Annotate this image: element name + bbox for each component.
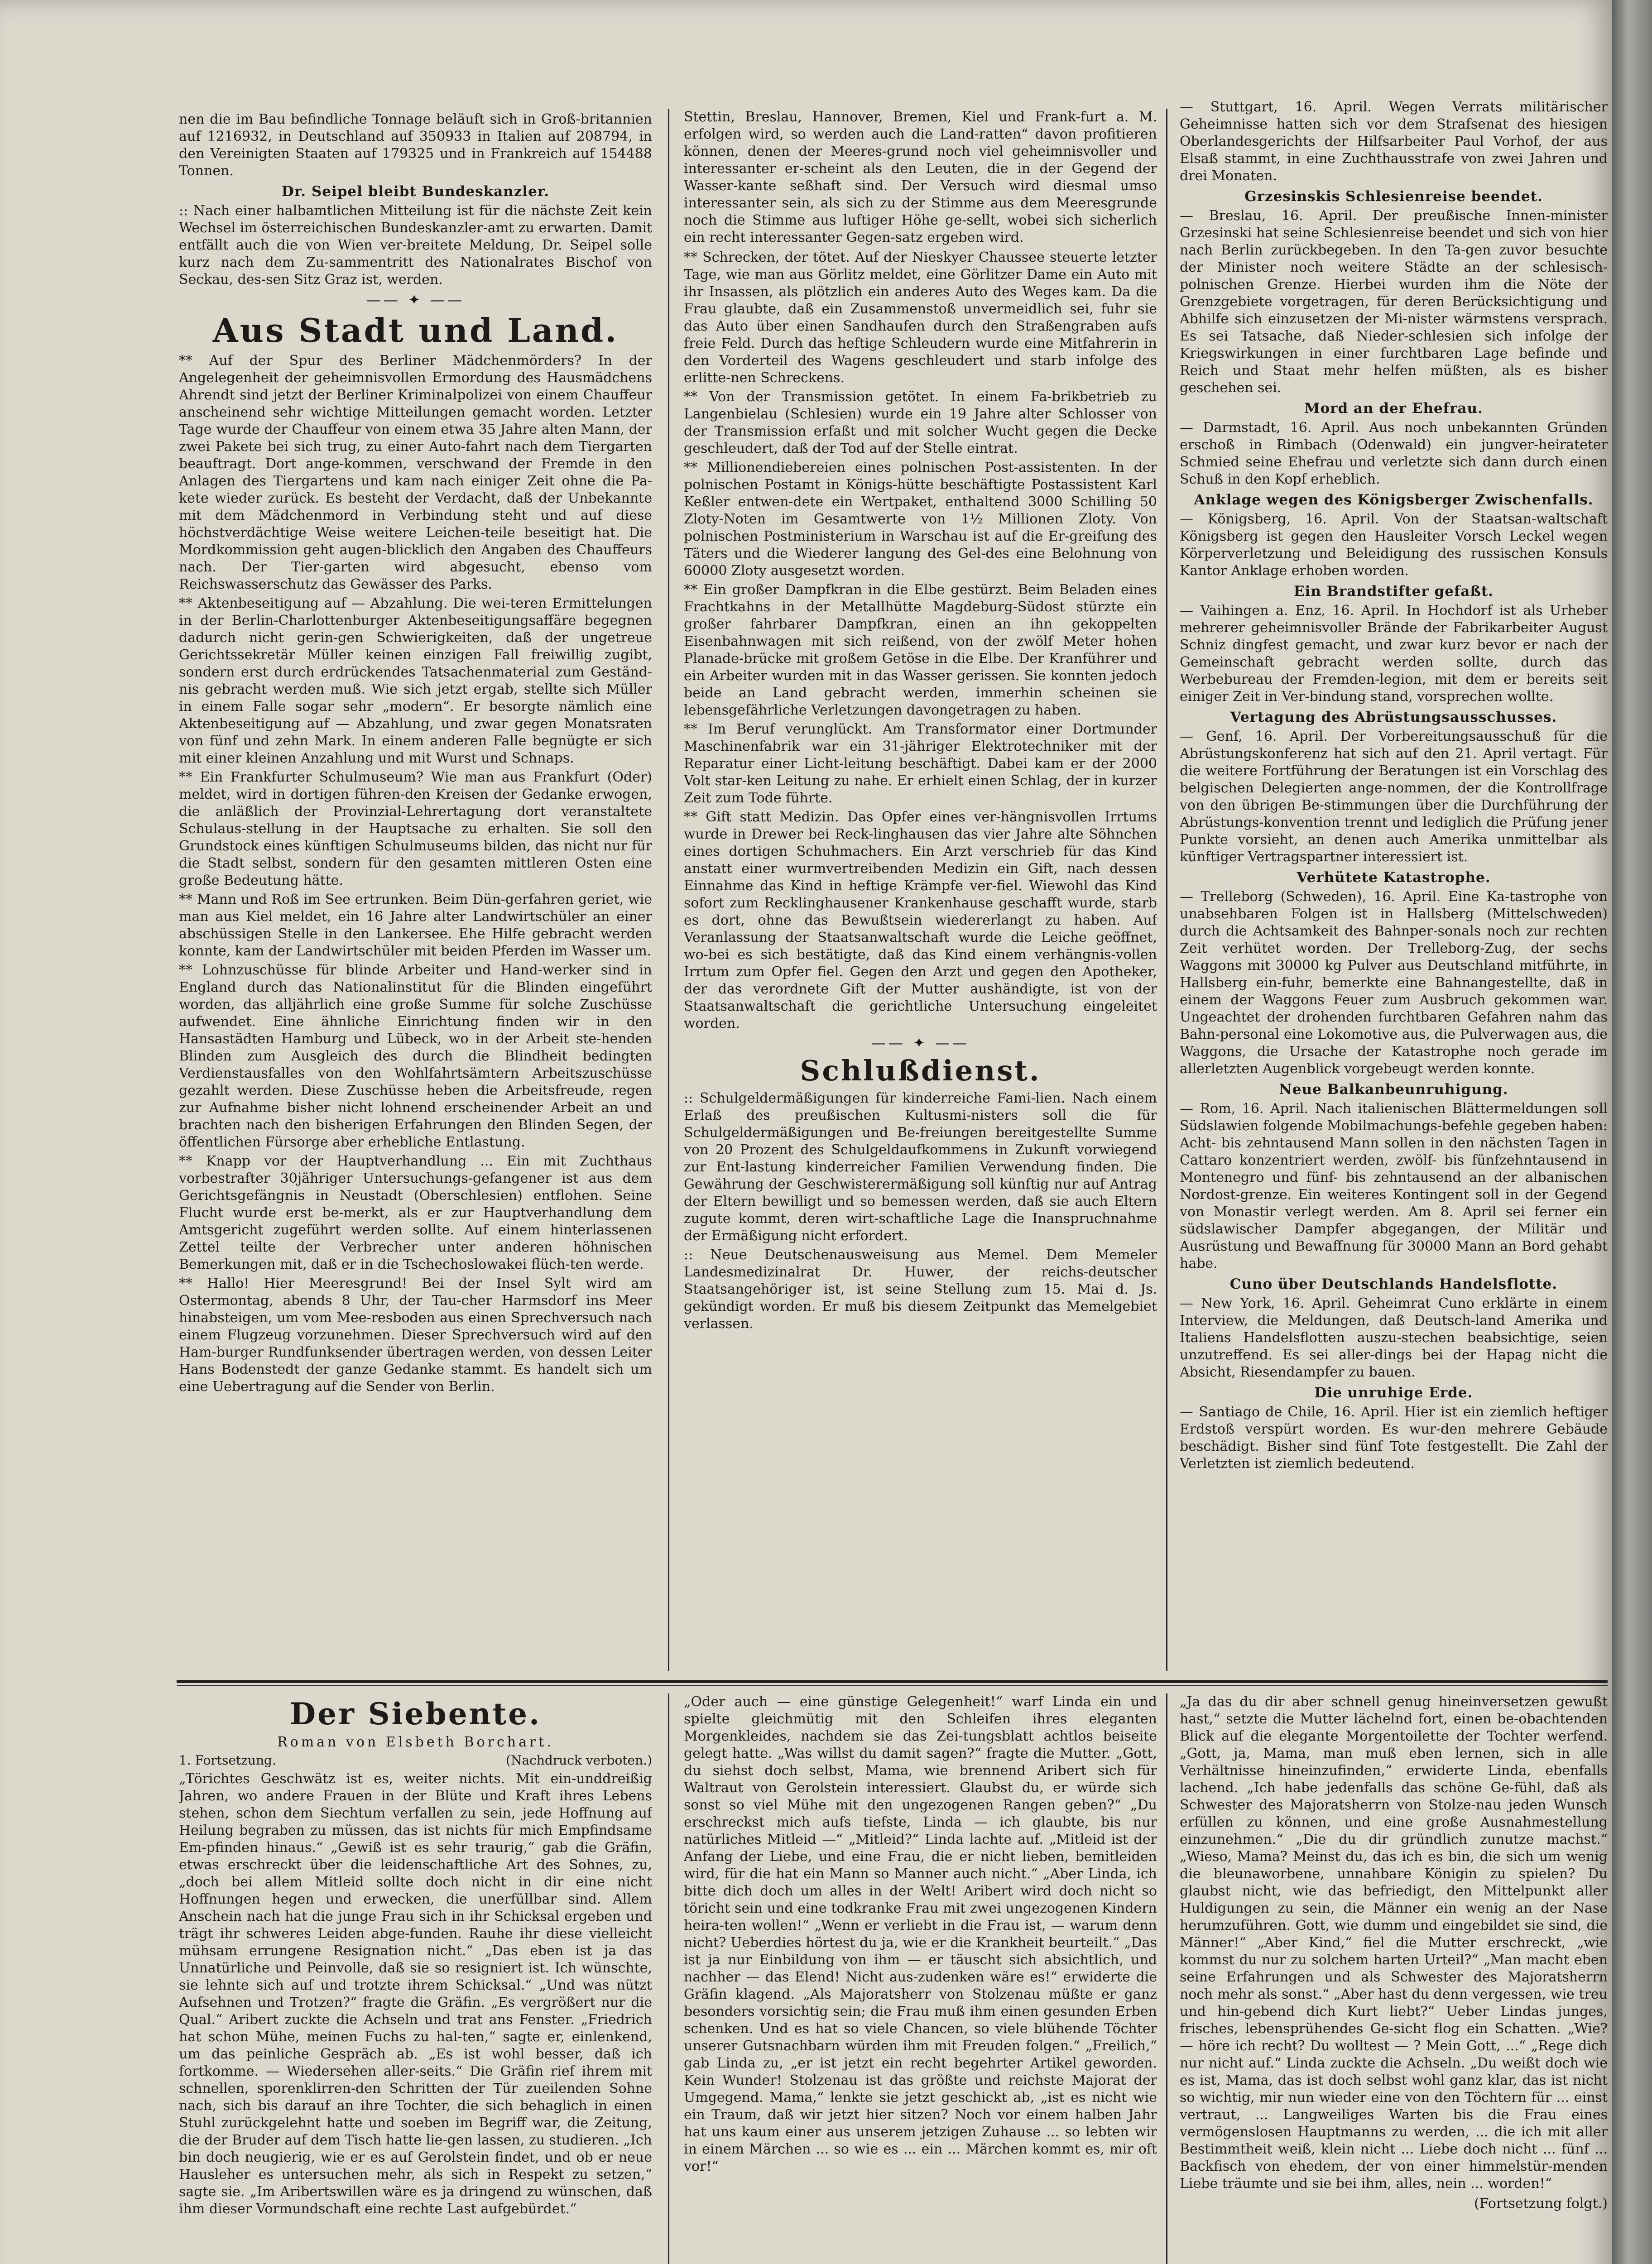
news-item: ** Im Beruf verunglückt. Am Transformator einer Dortmunder Maschinenfabrik war ein 31-jähriger Elektrotechniker mit der Reparatur einer Licht-leitung beschäftigt. Dabei kam er der 2000 Volt star-ken Leitung zu nahe. Er erhielt einen Schlag, der in kurzer Zeit zum Tode führte. — [684, 721, 1157, 806]
novel-column-c — [1180, 1693, 1608, 2264]
copyright-notice: (Nachdruck verboten.) — [506, 1753, 652, 1768]
novel-column-a — [179, 1693, 652, 2264]
section-title-stadt-land: Aus Stadt und Land. — [212, 311, 619, 350]
news-item: — New York, 16. April. Geheimrat Cuno erklärte in einem Interview, die Meldungen, daß Deutsch-land Amerika und Italiens Handelsflotten auszu-stechen beabsichtige, seien unzutreffend. Es sei aller-dings bei der Hapag nicht die Absicht, Riesendampfer zu bauen. — [1180, 1295, 1608, 1380]
column-1 — [179, 111, 652, 1669]
column-rule — [668, 109, 669, 1671]
news-heading: Grzesinskis Schlesienreise beendet. — [1244, 188, 1543, 205]
novel-text: „Ja das du dir aber schnell genug hineinversetzen gewußt hast,“ setzte die Mutter lächelnd fort, einen be-obachtenden Blick auf die elegante Morgentoilette der Tochter werfend. „Gott, ja, Mama, man muß eben lernen, sich in alle Verhältnisse hineinzufinden,“ erwiderte Linda, ebenfalls lachend. „Ich habe jedenfalls das schöne Ge-fühl, daß als Schwester des Majoratsherrn von Stolze-nau jeden Wunsch erfüllen zu können, und eine große Ausnahmestellung einzunehmen.“ „Die du dir gründlich zunutze machst.“ „Wieso, Mama? Meinst du, das ich es bin, die sich um wenig die bleunaworbene, unnahbare Königin zu spielen? Du glaubst nicht, wie das befriedigt, den Mittelpunkt aller Huldigungen zu sein, die Männer ein wenig an der Nase herumzuführen. Gott, wie dumm und eingebildet sie sind, die Männer!“ „Aber Kind,“ fiel die Mutter erschreckt, „wie kommst du nur zu solchem harten Urteil?“ „Man macht eben seine Erfahrungen und als Schwester des Majoratsherrn noch mehr als sonst.“ „Aber hast du denn vergessen, wie treu und hin-gebend dich Kurt liebt?“ Ueber Lindas junges, frisches, lebensprühendes Ge-sicht flog ein Schatten. „Wie? — höre ich recht? Du wolltest — ? Mein Gott, ...“ „Rege dich nur nicht auf.“ Linda zuckte die Achseln. „Du weißt doch wie es ist, Mama, das ist doch selbst wohl ganz klar, das ist nicht so wichtig, mir nun wieder eine von den Töchtern für ... einst vertraut, ... Langweiliges Warten bis die Frau eines vermögenslosen Hauptmanns zu werden, ... die ich mit aller Bestimmtheit weiß, klein nicht ... Liebe doch nicht ... fünf ... Backfisch von ehedem, der von einer himmelstür-menden Liebe träumte und sie bei ihm, alles, nein ... worden!“ — [1180, 1694, 1608, 2192]
news-heading: Die unruhige Erde. — [1314, 1385, 1473, 1401]
column-3 — [1180, 95, 1608, 1666]
news-item: ** Mann und Roß im See ertrunken. Beim Dün-gerfahren geriet, wie man aus Kiel meldet, ein 16 Jahre alter Landwirtschüler an einer abschüssigen Stelle in den Lankersee. Ehe Hilfe gebracht werden konnte, kam der Landwirtschüler mit beiden Pferden im Wasser um. — [179, 892, 652, 959]
novel-title: Der Siebente. — [289, 1696, 542, 1732]
divider-ornament: —— ✦ —— — [871, 1034, 970, 1051]
news-item: — Königsberg, 16. April. Von der Staatsan-waltschaft Königsberg ist gegen den Hausleiter Vorsch Leckel wegen Körperverletzung und Beleidigung des russischen Konsuls Kantor Anklage erhoben worden. — [1180, 511, 1608, 579]
news-item: — Darmstadt, 16. April. Aus noch unbekannten Gründen erschoß in Rimbach (Odenwald) ein jungver-heirateter Schmied seine Ehefrau und verletzte sich dann durch einen Schuß in den Kopf erheblich. — [1180, 420, 1608, 487]
novel-text: „Oder auch — eine günstige Gelegenheit!“ warf Linda ein und spielte gleichmütig mit den Schleifen ihres eleganten Morgenkleides, nachdem sie das Zei-tungsblatt achtlos beiseite gelegt hatte. „Was willst du damit sagen?“ fragte die Mutter. „Gott, du siehst doch selbst, Mama, wie brennend Aribert sich für Waltraut von Gerolstein interessiert. Glaubst du, er würde sich sonst so viel Mühe mit den ungezogenen Rangen geben?“ „Du erschreckst mich aufs tiefste, Linda — ich glaubte, bis nur natürliches Mitleid —“ „Mitleid?“ Linda lachte auf. „Mitleid ist der Anfang der Liebe, und eine Frau, die er nicht lieben, bemitleiden wird, für die hat ein Mann so Manner auch nicht.“ „Aber Linda, ich bitte dich doch um alles in der Welt! Aribert wird doch nicht so töricht sein und eine todkranke Frau mit zwei ungezogenen Kindern heira-ten wollen!“ „Wenn er verliebt in die Frau ist, — warum denn nicht? Ueberdies hörtest du ja, wie er die Krankheit beurteilt.“ „Das ist ja nur Einbildung von ihm — er täuscht sich absichtlich, und nachher — das Elend! Nicht aus-zudenken wäre es!“ erwiderte die Gräfin klagend. „Als Majoratsherr von Stolzenau müßte er ganz besonders vorsichtig sein; die Frau muß ihm einen gesunden Erben schenken. Und es hat so viele Chancen, so viele blühende Töchter unserer Gutsnachbarn würden ihm mit Freuden folgen.“ „Freilich,“ gab Linda zu, „er ist jetzt ein recht begehrter Artikel geworden. Kein Wunder! Stolzenau ist das größte und reichste Majorat der Umgegend. Mama,“ lenkte sie jetzt geschickt ab, „ist es nicht wie ein Traum, daß wir jetzt hier sitzen? Noch vor einem halben Jahr hat uns kaum einer aus unserem jetzigen Zuhause ... so lebten wir in einem Märchen ... so wie es ... ein ... Märchen kommt es, mir oft vor!“ — [684, 1694, 1157, 2174]
news-heading: Neue Balkanbeunruhigung. — [1279, 1081, 1508, 1098]
news-item: ** Gift statt Medizin. Das Opfer eines ver-hängnisvollen Irrtums wurde in Drewer bei Reck-linghausen das vier Jahre alte Söhnchen eines dortigen Schuhmachers. Ein Arzt verschrieb für das Kind anstatt einer wurmvertreibenden Medizin ein Gift, nach dessen Einnahme das Kind in heftige Krämpfe ver-fiel. Wiewohl das Kind sofort zum Recklinghausener Krankenhause geschafft wurde, starb es dort, ohne das Bewußtsein wiedererlangt zu haben. Auf Veranlassung der Staatsanwaltschaft wurde die Leiche geöffnet, wo-bei es sich bestätigte, daß das Kind einem verhängnis-vollen Irrtum zum Opfer fiel. Gegen den Arzt und gegen den Apotheker, der das verordnete Gift der Mutter aushändigte, ist von der Staatsanwaltschaft die gerichtliche Untersuchung eingeleitet worden. — [684, 809, 1157, 1031]
news-item: :: Schulgeldermäßigungen für kinderreiche Fami-lien. Nach einem Erlaß des preußischen Kultusmi-nisters soll die für Schulgeldermäßigungen und Be-freiungen bereitgestellte Summe von 20 Prozent des Schulgeldaufkommens in Zukunft vorwiegend zur Ent-lastung kinderreicher Familien Verwendung finden. Die Gewährung der Geschwisterermäßigung soll künftig nur auf Antrag der Eltern bewilligt und so bemessen werden, daß sie auch Eltern zugute kommt, deren wirt-schaftliche Lage die Inanspruchnahme der Ermäßigung nicht erfordert. — [684, 1090, 1157, 1244]
divider-ornament: —— ✦ —— — [366, 291, 465, 308]
news-item: ** Von der Transmission getötet. In einem Fa-brikbetrieb zu Langenbielau (Schlesien) wurde ein 19 Jahre alter Schlosser von der Transmission erfaßt und mit solcher Wucht gegen die Decke geschleudert, daß der Tod auf der Stelle eintrat. — [684, 389, 1157, 456]
news-heading: Anklage wegen des Königsberger Zwischenfalls. — [1194, 492, 1594, 508]
installment-label: 1. Fortsetzung. — [179, 1753, 276, 1768]
news-heading: Ein Brandstifter gefaßt. — [1293, 583, 1494, 600]
feuilleton-rule-thin — [177, 1685, 1608, 1686]
novel-text: „Törichtes Geschwätz ist es, weiter nichts. Mit ein-unddreißig Jahren, wo andere Frauen in der Blüte und Kraft ihres Lebens stehen, schon dem Siechtum verfallen zu sein, jede Hoffnung auf Heilung begraben zu müssen, das ist nichts für mich Empfindsame Em-pfinden hinaus.“ „Gewiß ist es sehr traurig,“ gab die Gräfin, etwas erschreckt über die leidenschaftliche Art des Sohnes, zu, „doch bei allem Mitleid sollte doch nicht in dir eine nicht Hoffnungen hegen und erwecken, die unerfüllbar sind. Allem Anschein nach hat die junge Frau sich in ihr Schicksal ergeben und trägt ihr schweres Leiden abge-funden. Rauhe ihr diese vielleicht mühsam errungene Resignation nicht.“ „Das eben ist ja das Unnatürliche und Peinvolle, daß sie so resigniert ist. Ich wünschte, sie lehnte sich auf und trotzte ihrem Schicksal.“ „Und was nützt Aufsehnen und Trotzen?“ fragte die Gräfin. „Es vergrößert nur die Qual.“ Aribert zuckte die Achseln und trat ans Fenster. „Friedrich hat schon Mühe, meinen Fuchs zu hal-ten,“ sagte er, einlenkend, um das peinliche Gespräch ab. „Es ist wohl besser, daß ich fortkomme. — Wiedersehen aller-seits.“ Die Gräfin rief ihrem mit schnellen, sporenklirren-den Schritten der Tür zueilenden Sohne nach, sich bis darauf an ihre Tochter, die sich behaglich in einen Stuhl zurückgelehnt hatte und soeben im Begriff war, die Zeitung, die der Bruder auf dem Tisch hatte lie-gen lassen, zu studieren. „Ich bin doch neugierig, wie er es auf Gerolstein findet, und ob er neue Hausleher es untersuchen mehr, als sich in Respekt zu setzen,“ sagte sie. „Im Aribertswillen wäre es ja dringend zu wünschen, daß ihm dieser Vormundschaft eine rechte Last aufgebürdet.“ — [179, 1771, 652, 2217]
feuilleton-rule — [177, 1680, 1608, 1683]
seipel-text: :: Nach einer halbamtlichen Mitteilung ist für die nächste Zeit kein Wechsel im österreichischen Bundeskanzler-amt zu erwarten. Damit entfällt auch die von Wien ver-breitete Meldung, Dr. Seipel solle kurz nach dem Zu-sammentritt des Nationalrates Bischof von Seckau, des-sen Sitz Graz ist, werden. — [179, 203, 652, 288]
column-rule — [1166, 109, 1167, 1671]
news-item: — Stuttgart, 16. April. Wegen Verrats militärischer Geheimnisse hatten sich vor dem Strafsenat des hiesigen Oberlandesgerichts der Hilfsarbeiter Paul Vorhof, der aus Elsaß stammt, in eine Zuchthausstrafe von zwei Jahren und drei Monaten. — [1180, 99, 1608, 184]
news-item: — Santiago de Chile, 16. April. Hier ist ein ziemlich heftiger Erdstoß verspürt worden. Es wur-den mehrere Gebäude beschädigt. Bisher sind fünf Tote festgestellt. Die Zahl der Verletzten ist ziemlich bedeutend. — [1180, 1404, 1608, 1472]
news-heading: Cuno über Deutschlands Handelsflotte. — [1229, 1276, 1558, 1292]
continuation-note: (Fortsetzung folgt.) — [1474, 2196, 1608, 2211]
section-title-schlussdienst: Schlußdienst. — [800, 1054, 1041, 1087]
news-item: — Breslau, 16. April. Der preußische Innen-minister Grzesinski hat seine Schlesienreise beendet und sich von hier nach Berlin zurückbegeben. In den Ta-gen zuvor besuchte der Minister noch weitere Städte an der schlesisch-polnischen Grenze. Hierbei wurden ihm die Nöte der Grenzgebiete vorgetragen, für deren Berücksichtigung und Abhilfe sich einzusetzen der Mi-nister wärmstens versprach. Es sei Tatsache, daß Nieder-schlesien sich infolge der Kriegswirkungen in einer furchtbaren Lage befinde und Reich und Staat mehr helfen müßten, als es bisher geschehen sei. — [1180, 208, 1608, 396]
book-binding-edge — [1612, 0, 1652, 2264]
news-item: :: Neue Deutschenausweisung aus Memel. Dem Memeler Landesmedizinalrat Dr. Huwer, der reichs-deutscher Staatsangehöriger ist, ist seine Stellung zum 15. Mai d. Js. gekündigt worden. Er muß bis diesem Zeitpunkt das Memelgebiet verlassen. — [684, 1247, 1157, 1332]
news-item: ** Lohnzuschüsse für blinde Arbeiter und Hand-werker sind in England durch das Nationalinstitut für die Blinden eingeführt worden, das alljährlich eine große Summe für solche Zuschüsse aufwendet. Eine ähnliche Einrichtung finden wir in den Hansastädten Hamburg und Lübeck, wo in der Arbeit ste-henden Blinden zum Ausgleich des durch die Blindheit bedingten Verdienstausfalles von den Wohlfahrtsämtern Arbeitszuschüsse gezahlt werden. Diese Zuschüsse heben die Arbeitsfreude, regen zur Aufnahme bisher nicht lohnend erscheinender Arbeit an und brachten nach den bisherigen Erfahrungen den Blinden Segen, der öffentlichen Fürsorge aber erhebliche Entlastung. — [179, 962, 652, 1150]
news-item: ** Millionendiebereien eines polnischen Post-assistenten. In der polnischen Postamt in Königs-hütte beschäftigte Postassistent Karl Keßler entwen-dete ein Wertpaket, enthaltend 3000 Schilling 50 Zloty-Noten im Gesamtwerte von 1½ Millionen Zloty. Von polnischen Postministerium in Warschau ist auf die Er-greifung des Täters und die Wiederer langung des Gel-des eine Belohnung von 60000 Zloty ausgesetzt worden. — [684, 460, 1157, 579]
news-item: ** Knapp vor der Hauptverhandlung ... Ein mit Zuchthaus vorbestrafter 30jähriger Untersuchungs-gefangener ist aus dem Gerichtsgefängnis in Neustadt (Oberschlesien) entflohen. Seine Flucht wurde erst be-merkt, als er zur Hauptverhandlung dem Amtsgericht zugeführt werden sollte. Auf einem hinterlassenen Zettel teilte der Verbrecher unter anderen höhnischen Bemerkungen mit, daß er in die Tschechoslowakei flüch-ten werde. — [179, 1153, 652, 1272]
news-item: ** Ein Frankfurter Schulmuseum? Wie man aus Frankfurt (Oder) meldet, wird in dortigen führen-den Kreisen der Gedanke erwogen, die anläßlich der Provinzial-Lehrertagung dort veranstaltete Schulaus-stellung in der Hauptsache zu erhalten. Sie soll den Grundstock eines künftigen Schulmuseums bilden, das nicht nur für die Stadt selbst, sondern für den gesamten mittleren Osten eine große Bedeutung hätte. — [179, 769, 652, 888]
news-heading: Verhütete Katastrophe. — [1297, 869, 1491, 886]
column-2 — [684, 109, 1157, 1666]
novel-column-b — [684, 1693, 1157, 2264]
news-heading: Mord an der Ehefrau. — [1304, 400, 1483, 417]
news-item: — Genf, 16. April. Der Vorbereitungsausschuß für die Abrüstungskonferenz hat sich auf den 21. April vertagt. Für die weitere Fortführung der Beratungen ist ein Vorschlag des belgischen Delegierten ange-nommen, der die Kontrollfrage von den übrigen Be-stimmungen über die Durchführung der Abrüstungs-konvention trennt und lediglich die Prüfung jener Punkte vorsieht, an denen auch Amerika unmittelbar als künftiger Vertragspartner interessiert ist. — [1180, 729, 1608, 865]
news-heading: Vertagung des Abrüstungsausschusses. — [1230, 709, 1557, 725]
novel-subline — [179, 1752, 652, 1770]
news-item: ** Hallo! Hier Meeresgrund! Bei der Insel Sylt wird am Ostermontag, abends 8 Uhr, der Tau-cher Harmsdorf ins Meer hinabsteigen, um vom Mee-resboden aus einen Sprechversuch nach einem Flugzeug vorzunehmen. Dieser Sprechversuch wird auf den Ham-burger Rundfunksender übertragen werden, von dessen Leiter Hans Bodenstedt der ganze Gedanke stammt. Es handelt sich um eine Uebertragung auf die Sender von Berlin. — [179, 1276, 652, 1395]
column-rule — [1166, 1693, 1167, 2264]
novel-byline: Roman von Elsbeth Borchart. — [277, 1734, 554, 1750]
news-item: ** Ein großer Dampfkran in die Elbe gestürzt. Beim Beladen eines Frachtkahns in der Metallhütte Magdeburg-Südost stürzte ein großer fahrbarer Dampfkran, einen an ihn gekoppelten Eisenbahnwagen mit sich reißend, von der zwölf Meter hohen Planade-brücke mit großem Getöse in die Elbe. Der Kranführer und ein Arbeiter wurden mit in das Wasser gerissen. Sie konnten jedoch beide an Land gebracht werden, immerhin scheinen sie lebensgefährliche Verletzungen davongetragen zu haben. — [684, 582, 1157, 718]
intro-text: nen die im Bau befindliche Tonnage beläuft sich in Groß-britannien auf 1216932, in Deutschland auf 350933 in Italien auf 208794, in den Vereinigten Staaten auf 179325 und in Frankreich auf 154488 Tonnen. — [179, 111, 652, 179]
news-item: — Rom, 16. April. Nach italienischen Blättermeldungen soll Südslawien folgende Mobilmachungs-befehle gegeben haben: Acht- bis zehntausend Mann sollen in den nächsten Tagen in Cattaro konzentriert werden, zwölf- bis fünfzehntausend in Montenegro und fünf- bis zehntausend an der albanischen Nordost-grenze. Ein weiteres Kontingent soll in der Gegend von Monastir verlegt werden. Am 8. April sei ferner ein südslawischer Dampfer abgegangen, der Militär und Ausrüstung und Bewaffnung für 30000 Mann an Bord gehabt habe. — [1180, 1101, 1608, 1271]
news-item: — Trelleborg (Schweden), 16. April. Eine Ka-tastrophe von unabsehbaren Folgen ist in Hallsberg (Mittelschweden) durch die Achtsamkeit des Bahnper-sonals noch zur rechten Zeit verhütet worden. Der Trelleborg-Zug, der sechs Waggons mit 30000 kg Pulver aus Deutschland mitführte, in Hallsberg ein-fuhr, bemerkte eine Bahnangestellte, daß in einem der Waggons Feuer zum Ausbruch gekommen war. Ungeachtet der drohenden furchtbaren Gefahren nahm das Bahn-personal eine Lokomotive aus, die Pulverwagen aus, die Waggons, die Ursache der Katastrophe noch gerade im allerletzten Augenblick vorgebeugt werden konnte. — [1180, 889, 1608, 1077]
intro-text: Stettin, Breslau, Hannover, Bremen, Kiel und Frank-furt a. M. erfolgen wird, so werden auch die Land-ratten“ davon profitieren können, denen der Meeres-grund noch viel geheimnisvoller und interessanter er-scheint als den Leuten, die in der Gegend der Wasser-kante seßhaft sind. Der Versuch wird diesmal umso interessanter sein, als sich zu der Stimme aus dem Meeresgrunde noch die Stimme aus luftiger Höhe ge-sellt, wobei sich sicherlich ein recht interessanter Gegen-satz ergeben wird. — [684, 109, 1157, 245]
seipel-heading: Dr. Seipel bleibt Bundeskanzler. — [281, 183, 550, 200]
news-item: — Vaihingen a. Enz, 16. April. In Hochdorf ist als Urheber mehrerer geheimnisvoller Brände der Fabrikarbeiter August Schniz dingfest gemacht, und zwar kurz bevor er nach der Gemeinschaft gebracht werden sollte, durch das Werbebureau der Fremden-legion, mit dem er bereits seit einiger Zeit in Ver-bindung stand, vorsprechen wollte. — [1180, 603, 1608, 705]
news-item: ** Schrecken, der tötet. Auf der Nieskyer Chaussee steuerte letzter Tage, wie man aus Görlitz meldet, eine Görlitzer Dame ein Auto mit ihr Insassen, als plötzlich ein anderes Auto des Weges kam. Da die Frau glaubte, daß ein Zusammenstoß unvermeidlich sei, fuhr sie das Auto über einen Sandhaufen durch den Straßengraben aufs freie Feld. Durch das heftige Schleudern wurde eine Mitfahrerin in den Vorderteil des Wagens geschleudert und starb infolge des erlitte-nen Schreckens. — [684, 249, 1157, 386]
column-rule — [668, 1693, 669, 2264]
news-item: ** Aktenbeseitigung auf — Abzahlung. Die wei-teren Ermittelungen in der Berlin-Charlottenburger Aktenbeseitigungsaffäre begegnen dadurch nicht gerin-gen Schwierigkeiten, daß der ungetreue Gerichtssekretär Müller keinen einzigen Fall freiwillig zugibt, sondern erst durch erdrückendes Tatsachenmaterial zum Geständ-nis gebracht werden muß. Wie sich jetzt ergab, stellte sich Müller in einem Falle sogar sehr „modern“. Er besorgte nämlich eine Aktenbeseitigung auf — Abzahlung, und zwar gegen Monatsraten von fünf und zehn Mark. In einem anderen Falle begnügte er sich mit einer kleinen Anzahlung und mit Wurst und Schnaps. — [179, 595, 652, 766]
news-item: ** Auf der Spur des Berliner Mädchenmörders? In der Angelegenheit der geheimnisvollen Ermordung des Hausmädchens Ahrendt sind jetzt der Berliner Kriminalpolizei von einem Chauffeur anscheinend sehr wichtige Mitteilungen gemacht worden. Letzter Tage wurde der Chauffeur von einem etwa 35 Jahre alten Mann, der zwei Pakete bei sich trug, zu einer Auto-fahrt nach dem Tiergarten beauftragt. Dort ange-kommen, verschwand der Fremde in den Anlagen des Tiergartens und kam nach einiger Zeit ohne die Pa-kete wieder zurück. Es besteht der Verdacht, daß der Unbekannte mit dem Mädchenmord in Verbindung steht und auf diese höchstverdächtige Weise weitere Leichen-teile beseitigt hat. Die Mordkommission geht augen-blicklich den Angaben des Chauffeurs nach. Der Tier-garten wird abgesucht, ebenso vom Reichswasserschutz das Gewässer des Parks. — [179, 353, 652, 592]
